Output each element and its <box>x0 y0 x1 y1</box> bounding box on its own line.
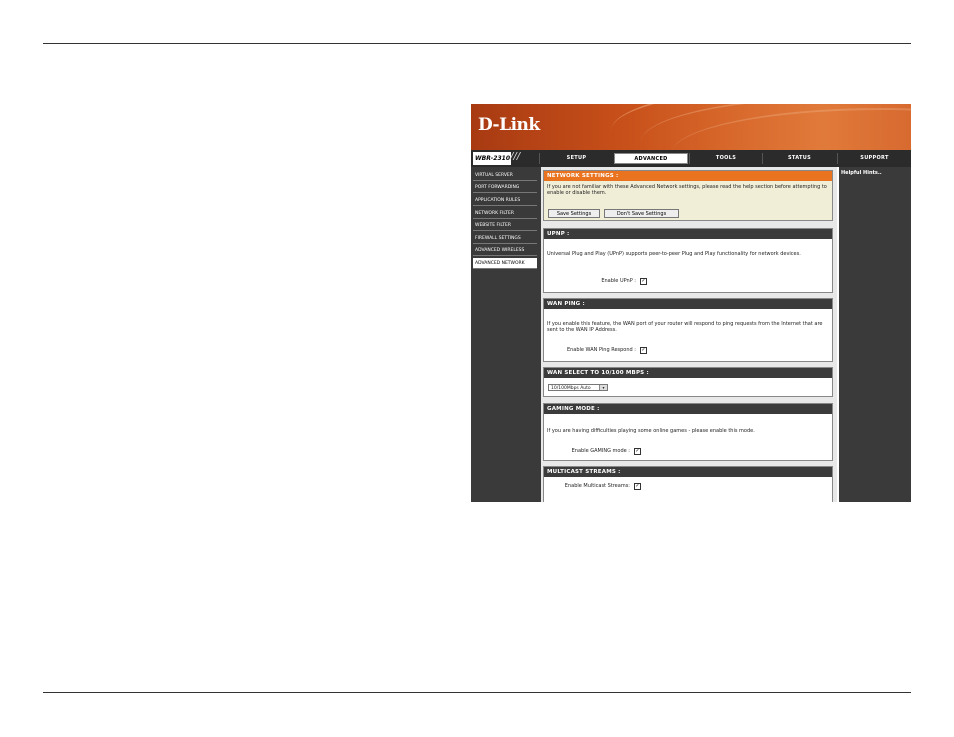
enable-multicast-label: Enable Multicast Streams: <box>564 483 630 489</box>
dont-save-settings-button[interactable]: Don't Save Settings <box>604 209 679 218</box>
wan-ping-text: If you enable this feature, the WAN port of your router will respond to ping requests from the Internet that are sent to the WAN IP Address. <box>547 321 823 333</box>
tab-advanced[interactable]: ADVANCED <box>614 153 688 164</box>
sidebar-item-port-forwarding[interactable]: PORT FORWARDING <box>473 182 537 193</box>
chevron-down-icon[interactable]: ▾ <box>599 385 607 390</box>
wan-ping-header: WAN PING : <box>544 299 832 309</box>
sidebar <box>471 167 539 502</box>
enable-gaming-mode-checkbox[interactable]: ✓ <box>635 448 640 454</box>
model-label: WBR-2310 <box>473 152 511 165</box>
sidebar-item-advanced-network[interactable]: ADVANCED NETWORK <box>473 258 537 269</box>
dlink-banner <box>471 104 911 150</box>
upnp-text: Universal Plug and Play (UPnP) supports peer-to-peer Plug and Play functionality for network devices. <box>547 251 801 257</box>
enable-wan-ping-checkbox[interactable]: ✓ <box>641 347 646 353</box>
router-screenshot <box>471 104 911 502</box>
upnp-panel <box>543 228 833 293</box>
upnp-header: UPNP : <box>544 229 832 239</box>
sidebar-item-network-filter[interactable]: NETWORK FILTER <box>473 208 537 219</box>
enable-multicast-checkbox[interactable]: ✓ <box>635 483 640 489</box>
enable-upnp-label: Enable UPnP : <box>601 278 636 284</box>
wan-speed-header: WAN SELECT TO 10/100 MBPS : <box>544 368 832 378</box>
sidebar-item-advanced-wireless[interactable]: ADVANCED WIRELESS <box>473 245 537 256</box>
slash-decoration: /// <box>510 151 521 162</box>
helpful-hints-panel <box>837 167 911 502</box>
enable-wan-ping-label: Enable WAN Ping Respond : <box>566 347 636 353</box>
sidebar-item-firewall-settings[interactable]: FIREWALL SETTINGS <box>473 233 537 244</box>
helpful-hints-title: Helpful Hints.. <box>841 170 882 176</box>
tab-support[interactable]: SUPPORT <box>837 153 911 164</box>
network-settings-text: If you are not familiar with these Advanced Network settings, please read the help section before attempting to enable or disable them. <box>547 184 827 196</box>
wan-speed-panel <box>543 367 833 397</box>
save-settings-button[interactable]: Save Settings <box>548 209 600 218</box>
sidebar-item-virtual-server[interactable]: VIRTUAL SERVER <box>473 170 537 181</box>
multicast-header: MULTICAST STREAMS : <box>544 467 832 477</box>
gaming-mode-text: If you are having difficulties playing some online games - please enable this mode. <box>547 428 755 434</box>
enable-gaming-mode-label: Enable GAMING mode : <box>571 448 630 454</box>
network-settings-panel <box>543 170 833 221</box>
wan-speed-value: 10/100Mbps Auto <box>551 386 591 391</box>
multicast-panel <box>543 466 833 502</box>
bottom-rule <box>43 692 911 693</box>
enable-upnp-checkbox[interactable]: ✓ <box>641 278 646 284</box>
gaming-mode-panel <box>543 403 833 461</box>
sidebar-item-application-rules[interactable]: APPLICATION RULES <box>473 195 537 206</box>
dlink-logo: D-Link <box>478 115 540 135</box>
wan-ping-panel <box>543 298 833 362</box>
main-content <box>541 167 837 502</box>
tab-tools[interactable]: TOOLS <box>689 153 762 164</box>
top-rule <box>43 43 911 44</box>
gaming-mode-header: GAMING MODE : <box>544 404 832 414</box>
tab-setup[interactable]: SETUP <box>539 153 613 164</box>
top-nav <box>471 150 911 167</box>
tab-status[interactable]: STATUS <box>762 153 836 164</box>
wan-speed-select[interactable] <box>548 384 608 391</box>
network-settings-header: NETWORK SETTINGS : <box>544 171 832 181</box>
sidebar-item-website-filter[interactable]: WEBSITE FILTER <box>473 220 537 231</box>
